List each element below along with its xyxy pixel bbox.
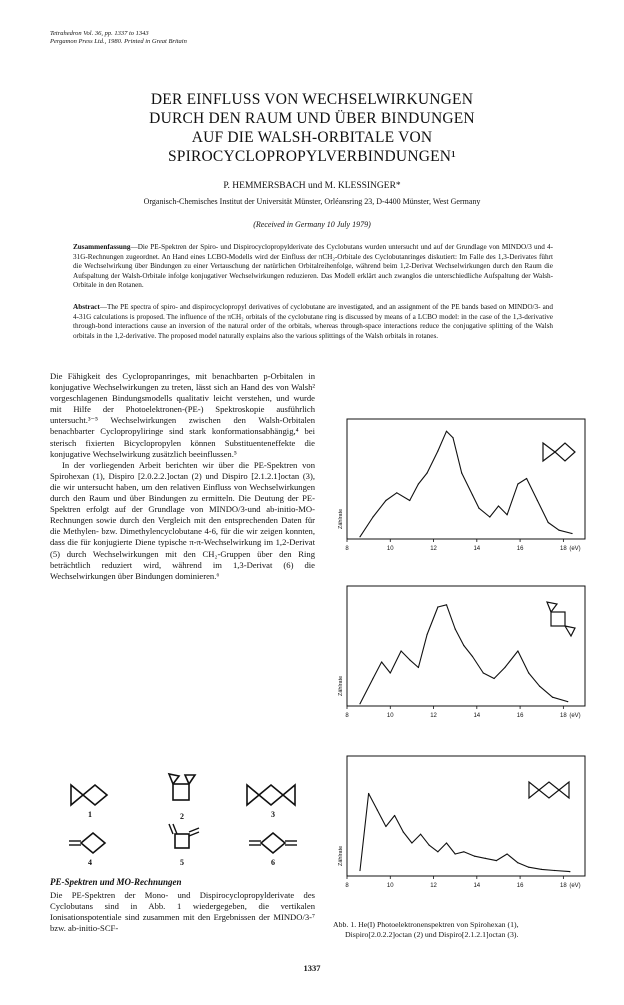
y-axis-label: Zählrate — [338, 675, 344, 696]
spectrum-point — [485, 858, 486, 859]
spectrum-point — [537, 500, 538, 501]
received-date: (Received in Germany 10 July 1979) — [253, 220, 371, 229]
structure-label: 4 — [88, 858, 92, 867]
structure-label: 6 — [271, 858, 275, 867]
x-tick-label: 18 — [560, 883, 567, 889]
dispiro-2121-octane-icon — [529, 782, 569, 798]
spectrum-point — [409, 659, 410, 660]
spectrum-point — [437, 606, 438, 607]
spectrum-point — [359, 536, 360, 537]
spectrum-line — [360, 605, 568, 704]
spectrum-point — [429, 845, 430, 846]
caption-line-2: Dispiro[2.0.2.2]octan (2) und Dispiro[2.1.2.1]octan (3). — [345, 930, 519, 939]
structure-6 — [238, 828, 308, 867]
x-tick-label: 14 — [473, 883, 481, 889]
abstract-german-label: Zusammenfassung — [73, 243, 131, 251]
abstract-german-text: —Die PE-Spektren der Spiro- und Dispirocyclopropylderivate des Cyclobutans wurden untersucht und auf der Grundlage von MINDO/3 und 4-31G-Rechnungen zugeordnet. An Hand eines LCBO-Modells wird der Einfluss der πCH₂-Orbitale des Cyclobutanringes diskutiert: Im Falle des 1,3-Derivates führt die Wechselwirkung über Bindungen zu einer Vertauschung der natürlichen Orbitalreihenfolge, während beim 1,2-Derivat Wechselwirkungen durch den Raum die Aufspaltung der Walsh-Orbitale infolge konjugativer Wechselwirkungen reduzieren. Das Modell erklärt auch zwanglos die unterschiedliche Aufspaltung der Walsh-Orbitale in den Rotanen. — [73, 243, 553, 290]
x-tick-label: 18 — [560, 713, 567, 719]
spectrum-point — [368, 793, 369, 794]
spectrum-point — [400, 650, 401, 651]
x-tick-label: 12 — [430, 883, 437, 889]
x-tick-label: 12 — [430, 546, 437, 552]
x-tick-label: 10 — [386, 713, 394, 719]
spectrum-point — [446, 604, 447, 605]
spectrum-point — [461, 472, 462, 473]
x-tick-label: 8 — [345, 546, 349, 552]
structure-2 — [147, 772, 217, 821]
spectrum-point — [528, 867, 529, 868]
spectrum-point — [418, 483, 419, 484]
structure-label: 5 — [180, 858, 184, 867]
title-line-1: DER EINFLUSS VON WECHSELWIRKUNGEN — [150, 91, 474, 108]
x-tick-label: 10 — [386, 546, 394, 552]
spectrum-point — [474, 856, 475, 857]
spectrum-point — [498, 505, 499, 506]
spectrum-point — [359, 870, 360, 871]
spectrum-point — [390, 672, 391, 673]
spectrum-point — [455, 628, 456, 629]
spectrum-point — [426, 634, 427, 635]
spectrum-point — [517, 862, 518, 863]
spectrum-point — [437, 450, 438, 451]
x-tick-label: 10 — [386, 883, 394, 889]
spectrum-point — [418, 667, 419, 668]
dimethylenecyclobutane-12-icon — [159, 822, 205, 858]
x-tick-label: 16 — [516, 713, 524, 719]
spectrum-point — [403, 831, 404, 832]
spectrum-point — [446, 431, 447, 432]
spectrum-point — [472, 494, 473, 495]
bottom-paragraph: Die PE-Spektren der Mono- und Dispirocyclopropylderivate des Cyclobutans sind in Abb. 1 wiedergegeben, die vertikalen Ionisationspotentiale sind zusammen mit den Ergebnissen der MINDO/3-⁷ bzw. ab-initio-SCF- — [50, 890, 315, 934]
spectrum-point — [372, 678, 373, 679]
spectrum-point — [489, 516, 490, 517]
x-tick-label: 8 — [345, 883, 349, 889]
spectrum-point — [394, 815, 395, 816]
x-tick-label: 12 — [430, 713, 437, 719]
x-tick-label: 18 — [560, 546, 567, 552]
page-number: 1337 — [303, 963, 321, 973]
abstract-english — [73, 303, 553, 341]
structure-label: 3 — [271, 810, 275, 819]
spectrum-3 — [333, 752, 588, 892]
section-heading: PE-Spektren und MO-Rechnungen — [50, 877, 182, 887]
plot-frame — [347, 586, 585, 706]
spectrum-line — [360, 431, 572, 537]
x-tick-label: 8 — [345, 713, 349, 719]
paragraph-1: Die Fähigkeit des Cyclopropanringes, mit benachbarten p-Orbitalen in konjugative Wechselwirkungen zu treten, lässt sich an Hand des von Walsh² vorgeschlagenen Bindungsmodells qualitativ leicht verstehen, und wurde mit Hilfe der Photoelektronen-(PE-) Spektroskopie ausführlich untersucht.³⁻⁵ Wechselwirkungen zwischen den Walsh-Orbitalen benachbarter Cyclopropyliringe sind stark konformationsabhängig,⁴ bei sterisch fixierten Bicyclopropylen können Substituenteneffekte die konjugative Wechselwirkung zusätzlich beeinflussen.⁵ — [50, 371, 315, 459]
figure-caption — [333, 920, 591, 940]
journal-header — [50, 30, 187, 46]
spirohexane-icon — [67, 780, 113, 810]
plot-frame — [347, 756, 585, 876]
journal-line-2: Pergamon Press Ltd., 1980. Printed in Great Britain — [50, 38, 187, 45]
abstract-german — [73, 243, 553, 291]
spectrum-point — [478, 508, 479, 509]
abstract-english-text: —The PE spectra of spiro- and dispirocyclopropyl derivatives of cyclobutane are investigated, and an assignment of the PE bands based on MINDO/3- and 4-31G calculations is proposed. The influence of the πCH₂ orbitals of the cyclobutane ring is discussed by means of a LCBO model: in the case of the 1,3-derivative through-bond interactions cause an inversion of the natural order of the orbitals, whereas through-space interactions reduce the conjugative splitting of the Walsh orbitals in the 1,2-derivative. The proposed model naturally explains also the various splittings of the Walsh orbitals in rotanes. — [73, 303, 553, 340]
spectrum-point — [558, 530, 559, 531]
structure-3 — [238, 780, 308, 819]
spectrum-point — [372, 516, 373, 517]
spectrum-point — [507, 514, 508, 515]
spectrum-point — [472, 656, 473, 657]
x-tick-label: 14 — [473, 713, 481, 719]
spectrum-point — [507, 853, 508, 854]
title-line-3: AUF DIE WALSH-ORBITALE VON — [191, 129, 433, 146]
spectrum-point — [567, 701, 568, 702]
y-axis-label: Zählrate — [338, 845, 344, 866]
spectrum-point — [426, 472, 427, 473]
spectrum-point — [385, 500, 386, 501]
spectrum-point — [377, 809, 378, 810]
paper-title — [40, 90, 584, 166]
spectrum-point — [396, 492, 397, 493]
structure-label: 1 — [88, 810, 92, 819]
dispiro-2022-octane-icon — [159, 772, 205, 812]
x-tick-label: (eV) — [569, 546, 581, 552]
x-tick-label: 16 — [516, 883, 524, 889]
spectrum-point — [541, 869, 542, 870]
structure-1 — [55, 780, 125, 819]
authors: P. HEMMERSBACH und M. KLESSINGER* — [223, 181, 401, 191]
x-tick-label: (eV) — [569, 713, 581, 719]
x-tick-label: (eV) — [569, 883, 581, 889]
methylenecyclobutane-icon — [67, 828, 113, 858]
spectrum-point — [517, 483, 518, 484]
spectrum-point — [569, 871, 570, 872]
structure-5 — [147, 822, 217, 867]
x-tick-label: 14 — [473, 546, 481, 552]
structure-label: 2 — [180, 812, 184, 821]
paragraph-2: In der vorliegenden Arbeit berichten wir über die PE-Spektren von Spirohexan (1), Dispiro [2.0.2.2.]octan (2) und Dispiro [2.1.2.1]octan (3), die wir untersucht haben, um den relativen Einfluss von Wechselwirkungen durch den Raum und über Bindungen zu ermitteln. Die Deutung der PE-Spektren erfolgt auf der Grundlage von MINDO/3-und ab-initio-MO-Rechnungen sowie durch den Vergleich mit den entsprechenden Daten für die Methylen- bzw. Dimethylencyclobutane 4-6, für die wir zeigen konnten, dass die für konjugierte Diene typische π-π-Wechselwirkung im 1,2-Derivat (5) durch Wechselwirkungen mit den CH₂-Gruppen über den Ring beträchtlich reduziert wird, während im 1,3-Derivat (6) die Wechselwirkungen über Bindungen dominieren.⁶ — [50, 459, 315, 581]
spectrum-1 — [333, 415, 588, 555]
spirohexane-icon — [543, 443, 575, 461]
title-line-2: DURCH DEN RAUM UND ÜBER BINDUNGEN — [149, 110, 475, 127]
spectrum-point — [552, 697, 553, 698]
abstract-english-label: Abstract — [73, 303, 100, 311]
journal-line-1: Tetrahedron Vol. 36, pp. 1337 to 1343 — [50, 30, 149, 37]
spectrum-point — [411, 842, 412, 843]
chart-marks — [345, 604, 580, 719]
spectrum-point — [359, 703, 360, 704]
dispiro-2121-octane-icon — [243, 780, 303, 810]
spectrum-point — [517, 650, 518, 651]
spectrum-point — [381, 661, 382, 662]
spectrum-point — [496, 860, 497, 861]
structure-4 — [55, 828, 125, 867]
spectrum-point — [455, 853, 456, 854]
caption-line-1: Abb. 1. He(I) Photoelektronenspektren von Spirohexan (1), — [333, 920, 519, 929]
spectrum-point — [452, 437, 453, 438]
chart-frame — [338, 756, 585, 876]
spectrum-point — [420, 834, 421, 835]
spectrum-line — [360, 794, 570, 872]
title-line-4: SPIROCYCLOPROPYLVERBINDUNGEN¹ — [167, 148, 457, 165]
spectrum-point — [385, 826, 386, 827]
chart-marks — [345, 793, 580, 889]
spectrum-point — [539, 686, 540, 687]
y-axis-label: Zählrate — [338, 508, 344, 529]
chart-marks — [345, 431, 580, 552]
spectrum-point — [446, 842, 447, 843]
plot-frame — [347, 419, 585, 539]
spectrum-point — [528, 672, 529, 673]
x-tick-label: 16 — [516, 546, 524, 552]
spectrum-point — [554, 870, 555, 871]
spectrum-point — [504, 667, 505, 668]
spectrum-point — [437, 851, 438, 852]
spectrum-point — [571, 533, 572, 534]
spectrum-point — [409, 500, 410, 501]
dimethylenecyclobutane-13-icon — [243, 828, 303, 858]
spectrum-point — [463, 645, 464, 646]
spectrum-point — [526, 478, 527, 479]
body-column — [50, 371, 315, 582]
spectrum-2 — [333, 582, 588, 722]
affiliation: Organisch-Chemisches Institut der Universität Münster, Orléansring 23, D-4400 Münster, West Germany — [143, 197, 481, 206]
dispiro-2022-octane-icon — [547, 602, 575, 636]
spectrum-point — [483, 672, 484, 673]
spectrum-point — [494, 678, 495, 679]
spectrum-point — [548, 522, 549, 523]
spectrum-point — [463, 851, 464, 852]
